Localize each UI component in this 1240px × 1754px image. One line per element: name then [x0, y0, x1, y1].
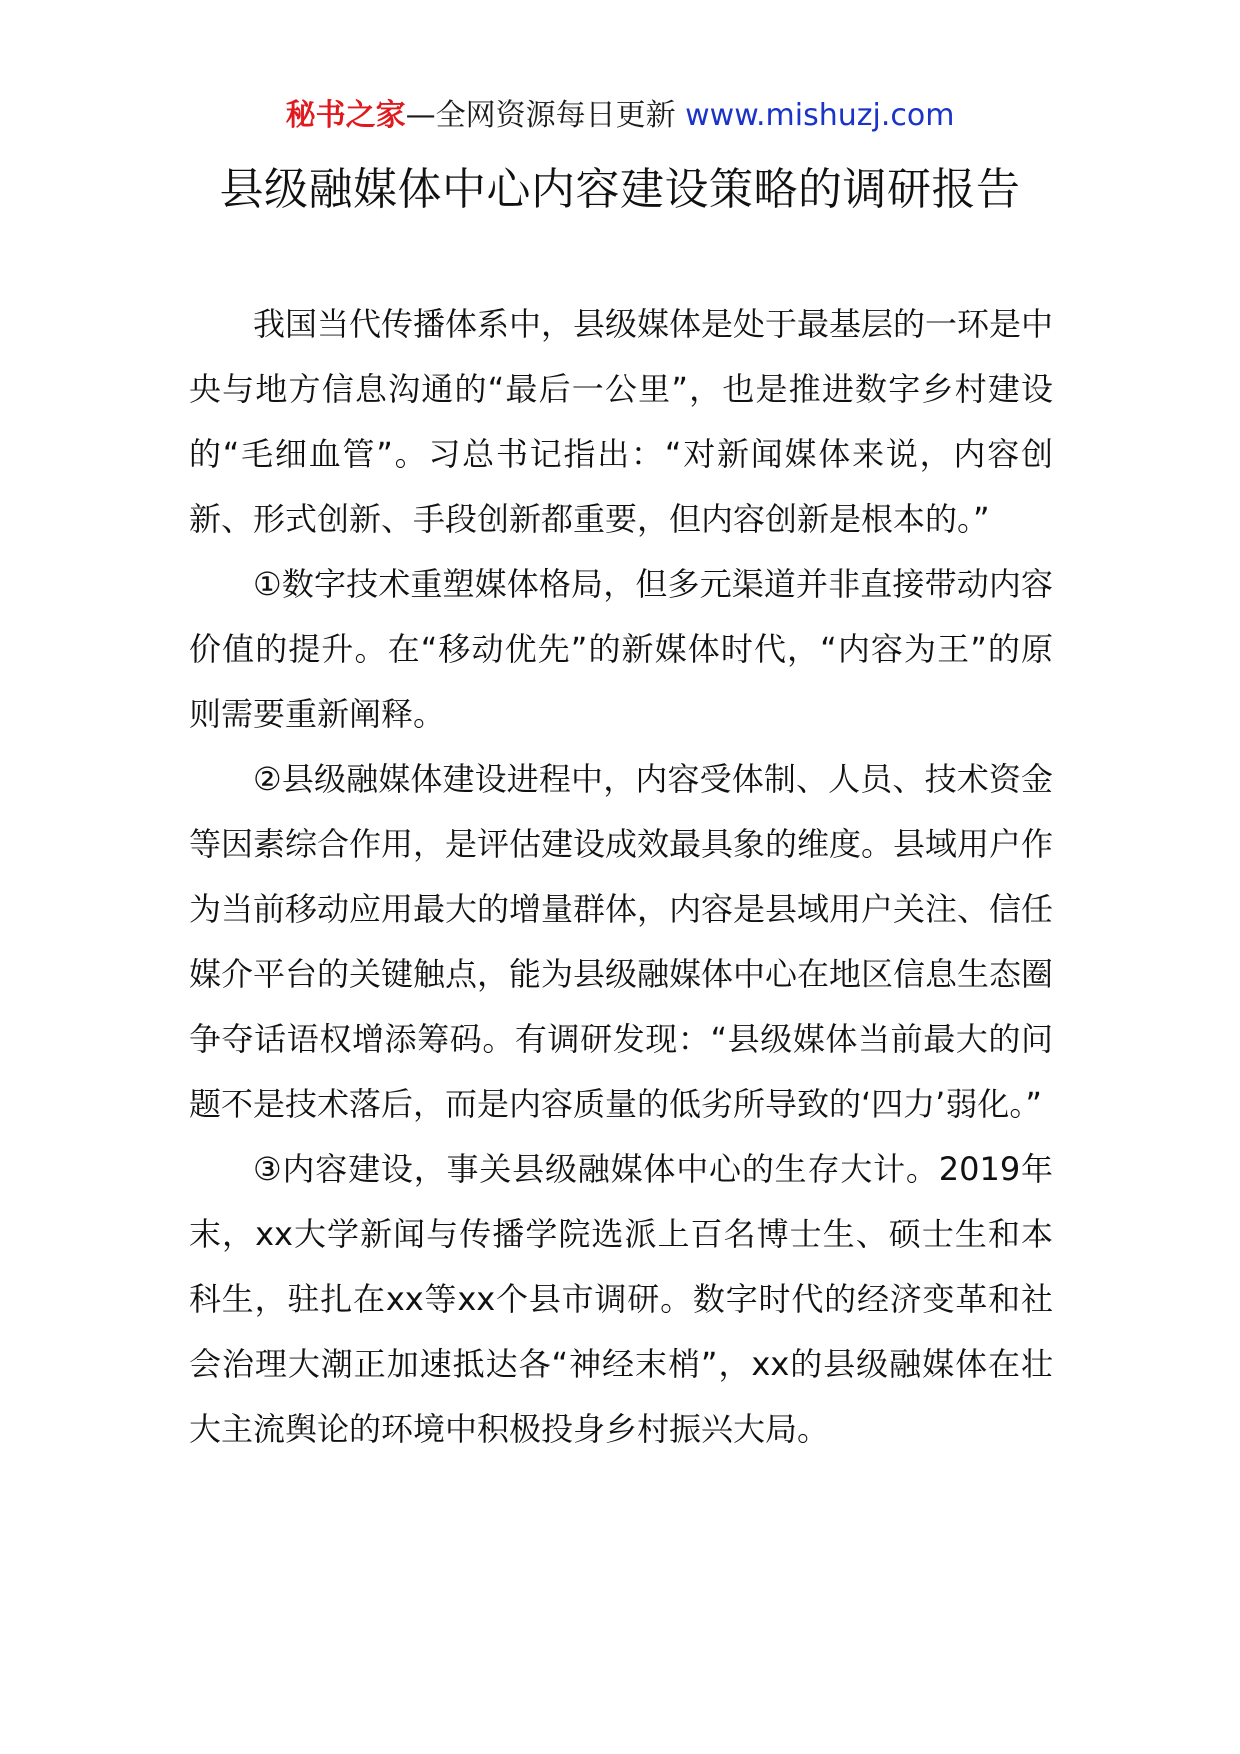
site-slogan: —全网资源每日更新 [405, 98, 676, 133]
site-url-link[interactable]: www.mishuzj.com [685, 98, 955, 133]
site-header [0, 96, 1240, 136]
document-body [189, 292, 1053, 1462]
paragraph-point-1: ①数字技术重塑媒体格局，但多元渠道并非直接带动内容价值的提升。在“移动优先”的新媒体时代，“内容为王”的原则需要重新阐释。 [189, 565, 1053, 733]
paragraph-point-2: ②县级融媒体建设进程中，内容受体制、人员、技术资金等因素综合作用，是评估建设成效最具象的维度。县域用户作为当前移动应用最大的增量群体，内容是县域用户关注、信任媒介平台的关键触点，能为县级融媒体中心在地区信息生态圈争夺话语权增添筹码。有调研发现：“县级媒体当前最大的问题不是技术落后，而是内容质量的低劣所导致的‘四力’弱化。” [189, 760, 1054, 1123]
brand-name: 秘书之家 [285, 98, 406, 133]
document-title: 县级融媒体中心内容建设策略的调研报告 [219, 164, 1021, 215]
paragraph-point-3: ③内容建设，事关县级融媒体中心的生存大计。2019年末，xx大学新闻与传播学院选派上百名博士生、硕士生和本科生，驻扎在xx等xx个县市调研。数字时代的经济变革和社会治理大潮正加速抵达各“神经末梢”，xx的县级融媒体在壮大主流舆论的环境中积极投身乡村振兴大局。 [189, 1150, 1053, 1448]
paragraph-intro: 我国当代传播体系中，县级媒体是处于最基层的一环是中央与地方信息沟通的“最后一公里”，也是推进数字乡村建设的“毛细血管”。习总书记指出：“对新闻媒体来说，内容创新、形式创新、手段创新都重要，但内容创新是根本的。” [189, 305, 1054, 538]
